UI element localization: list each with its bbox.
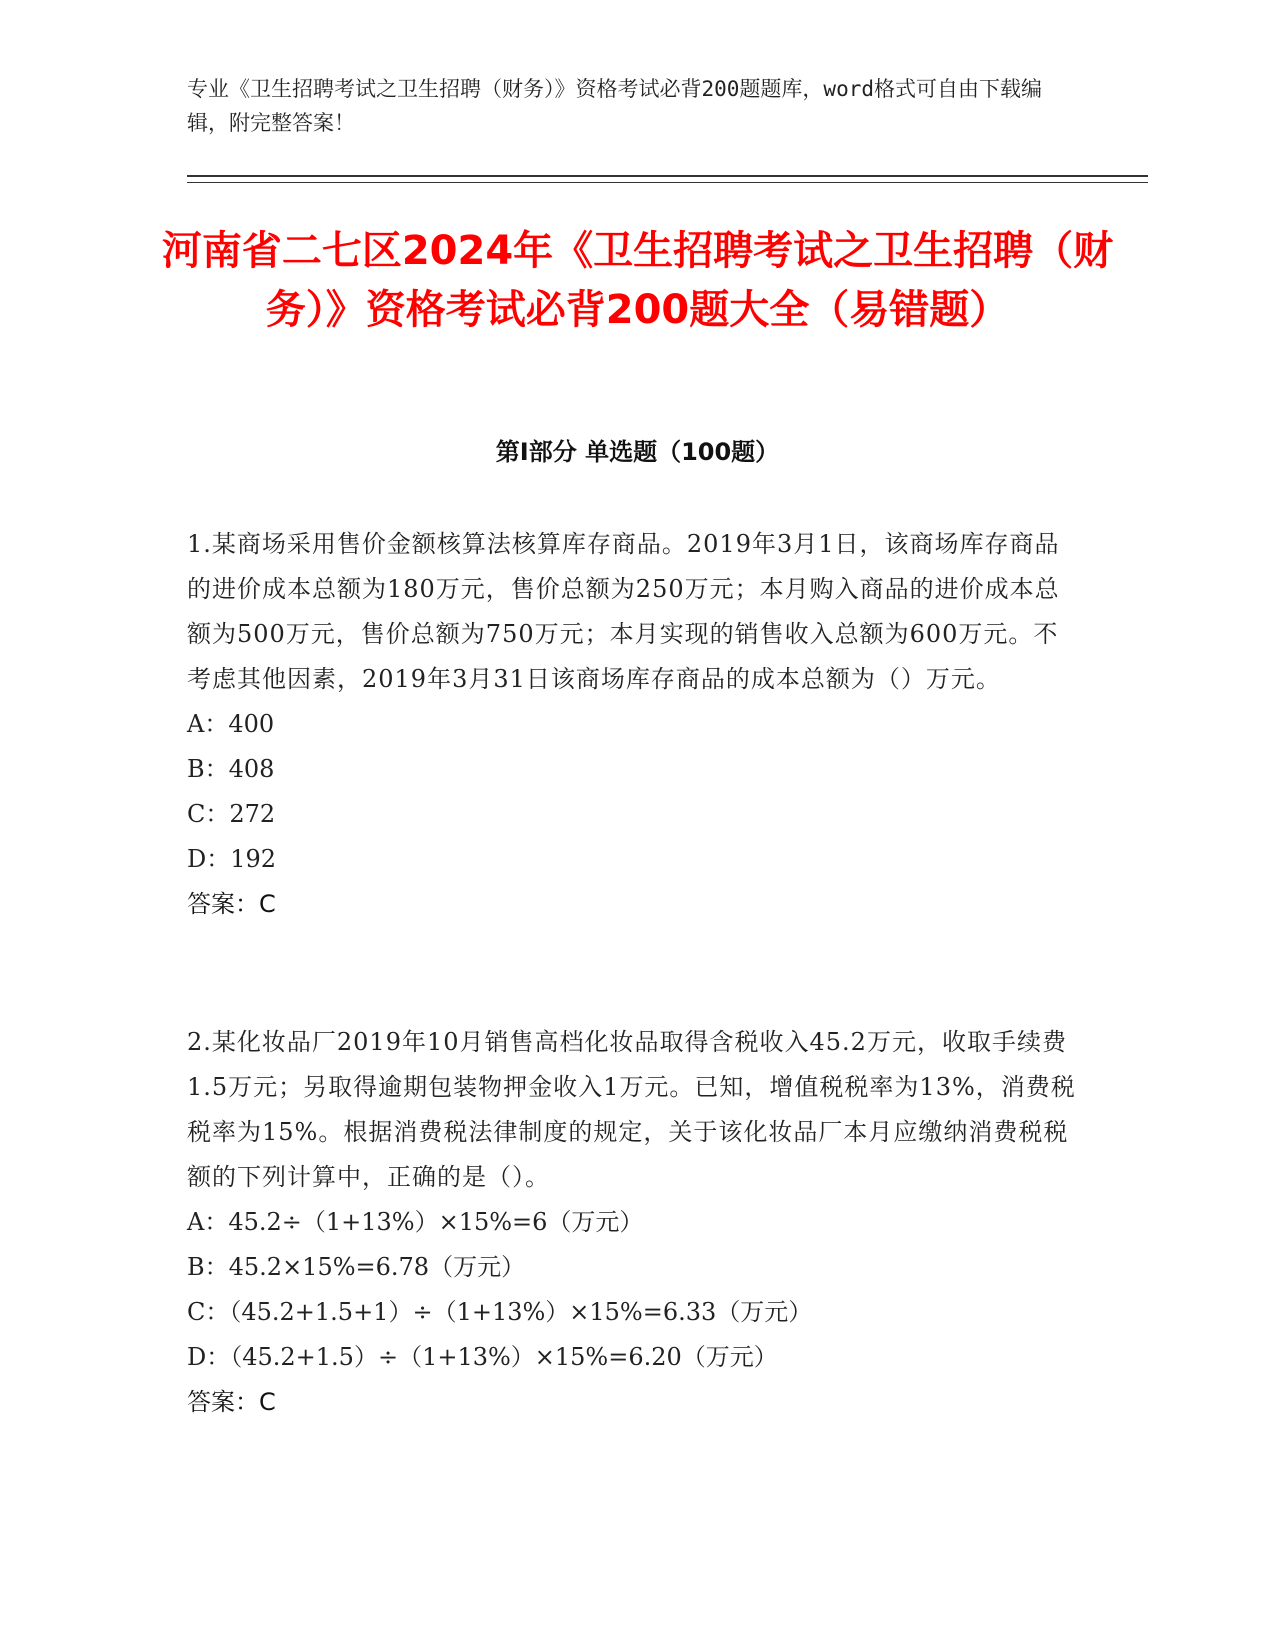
section-heading: 第I部分 单选题（100题） — [495, 438, 780, 466]
answer-line: 答案：C — [187, 1388, 276, 1416]
question-stem: 1.某商场采用售价金额核算法核算库存商品。2019年3月1日，该商场库存商品的进价成本总额为180万元，售价总额为250万元；本月购入商品的进价成本总额为500万元，售价总额为750万元；本月实现的销售收入总额为600万元。不考虑其他因素，2019年3月31日该商场库存商品的成本总额为（）万元。 — [187, 530, 1060, 693]
option-b: B：408 — [187, 755, 275, 783]
header-divider-thick — [187, 175, 1148, 177]
option-b: B：45.2×15%=6.78（万元） — [187, 1253, 526, 1281]
question-stem: 2.某化妆品厂2019年10月销售高档化妆品取得含税收入45.2万元，收取手续费1.5万元；另取得逾期包装物押金收入1万元。已知，增值税税率为13%，消费税税率为15%。根据消费税法律制度的规定，关于该化妆品厂本月应缴纳消费税税额的下列计算中，正确的是（）。 — [187, 1028, 1076, 1191]
option-d: D：（45.2+1.5）÷（1+13%）×15%=6.20（万元） — [187, 1343, 778, 1371]
header-divider-thin — [187, 182, 1148, 183]
option-a: A：45.2÷（1+13%）×15%=6（万元） — [187, 1208, 644, 1236]
option-c: C：272 — [187, 800, 276, 828]
option-c: C：（45.2+1.5+1）÷（1+13%）×15%=6.33（万元） — [187, 1298, 813, 1326]
answer-line: 答案：C — [187, 890, 276, 918]
question-1 — [187, 522, 1082, 927]
question-2 — [187, 1020, 1082, 1425]
header-note: 专业《卫生招聘考试之卫生招聘（财务）》资格考试必背200题题库，word格式可自由下载编辑，附完整答案！ — [187, 77, 1042, 135]
document-title: 河南省二七区2024年《卫生招聘考试之卫生招聘（财务）》资格考试必背200题大全（易错题） — [161, 228, 1114, 333]
option-a: A：400 — [187, 710, 275, 738]
option-d: D：192 — [187, 845, 277, 873]
